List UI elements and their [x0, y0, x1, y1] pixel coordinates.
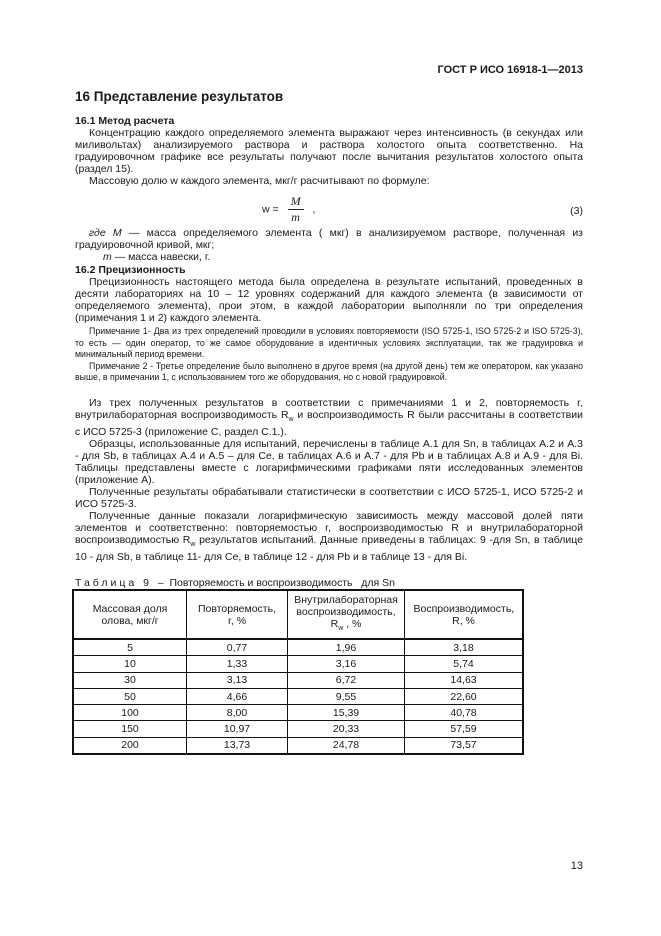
table-cell: 24,78 [288, 737, 405, 754]
paragraph-text: и воспроизводимость R были рассчитаны в соответствии с ИСО 5725-3 (приложение С, раздел С.1.). [75, 409, 583, 439]
header-text: , % [343, 617, 362, 630]
table-cell: 20,33 [288, 721, 405, 737]
table-cell: 3,18 [405, 639, 524, 656]
paragraph-text: Полученные данные показали логарифмическую зависимость между массовой долей пяти элементов и соответственно: повторяемостью r, воспроизводимостью R и внутрилабораторной воспроизводимостью R [75, 510, 583, 547]
table-row [73, 639, 523, 656]
note-1: Примечание 1- Два из трех определений проводили в условиях повторяемости (ISO 5725-1, ISO 5725-2 и ISO 5725-3), то есть — один оператор, то же самое оборудование в идентичных условиях эксплуатации, так же градуировка и минимальный период времени. [75, 326, 583, 360]
table-caption [75, 577, 395, 589]
paragraph-text: Из трех полученных результатов в соответствии с примечаниями 1 и 2, повторяемость r, внутрилабораторная воспроизводимость R [75, 397, 583, 421]
table-cell: 14,63 [405, 672, 524, 688]
paragraph [75, 276, 583, 324]
table-cell: 0,77 [187, 639, 288, 656]
formula [262, 194, 315, 225]
def-M: — масса определяемого элемента ( мкг) в анализируемом растворе, полученная из градуировочной кривой, мкг; [75, 227, 583, 251]
table-cell: 5,74 [405, 656, 524, 672]
table-row [73, 672, 523, 688]
subscript: w [288, 416, 294, 424]
subscript: w [338, 625, 344, 633]
table-cell: 57,59 [405, 721, 524, 737]
table-cell: 40,78 [405, 705, 524, 721]
table-cell: 100 [73, 705, 187, 721]
table-cell: 1,96 [288, 639, 405, 656]
table-row [73, 737, 523, 754]
formula-lhs: w = [262, 203, 279, 216]
equation-number: (3) [570, 205, 583, 217]
denominator: m [291, 210, 300, 224]
table-cell: 4,66 [187, 688, 288, 704]
standard-header: ГОСТ Р ИСО 16918-1—2013 [437, 64, 583, 76]
paragraph-text: Концентрацию каждого определяемого элемента выражают через интенсивность (в секундах или миливольтах) анализируемого раствора и раствора холостого опыта соответственно. На градуировочном графике все результаты получают после вычитания результатов холостого опыта (раздел 15). [75, 127, 583, 175]
paragraph-text: Прецизионность настоящего метода была определена в результате испытаний, проведенных в десяти лабораториях на 10 – 12 уровнях содержаний для каждого элемента (в зависимости от определяемого элемента), прои этом, в каждой лаборатории выполняли по три определения (примечания 1 и 2) каждого элемента. [75, 276, 583, 324]
header-text: Воспроизводимость, R, % [413, 602, 515, 627]
table-cell: 9,55 [288, 688, 405, 704]
header-text: Массовая доля олова, мкг/г [92, 602, 168, 627]
subscript: w [190, 541, 196, 549]
table-cell: 10 [73, 656, 187, 672]
header-cell [405, 590, 524, 639]
table-row [73, 656, 523, 672]
paragraphs [75, 397, 583, 563]
table-cell: 150 [73, 721, 187, 737]
table-row [73, 688, 523, 704]
subsection-title-16-1: 16.1 Метод расчета [75, 115, 175, 127]
var-M: где M [89, 227, 122, 239]
page-number: 13 [570, 860, 583, 872]
table-cell: 50 [73, 688, 187, 704]
header-cell [73, 590, 187, 639]
table-row [73, 721, 523, 737]
table-cell: 30 [73, 672, 187, 688]
note-2: Примечание 2 - Третье определение было выполнено в другое время (на другой день) тем же оператором, как указано выше, в примечании 1, с использованием того же оборудования, но с новой градуировкой. [75, 360, 583, 383]
formula-tail: , [312, 203, 316, 216]
caption-dash: – [151, 577, 170, 589]
header-cell [187, 590, 288, 639]
notes [75, 326, 583, 384]
table-cell: 73,57 [405, 737, 524, 754]
table-cell: 6,72 [288, 672, 405, 688]
table-cell: 8,00 [187, 705, 288, 721]
paragraph-text: Массовую долю w каждого элемента, мкг/г расчитывают по формуле: [89, 175, 430, 187]
table-cell: 5 [73, 639, 187, 656]
header-cell: Внутрилабораторная воспроизводимость, $R_w$ , % [288, 590, 405, 639]
where-definitions [75, 227, 583, 263]
header-text: Внутрилабораторная воспроизводимость, [294, 593, 398, 618]
caption-text: Повторяемость и воспроизводимость для Sn [169, 577, 395, 589]
table-cell: 22,60 [405, 688, 524, 704]
section-title: 16 Представление результатов [75, 89, 284, 104]
table-cell: 3,13 [187, 672, 288, 688]
header-text: Повторяемость, r, % [197, 602, 277, 627]
def-m: — масса навески, г. [111, 251, 211, 263]
fraction [288, 194, 304, 225]
paragraph-text: Полученные результаты обрабатывали статистически в соответствии с ИСО 5725-1, ИСО 5725-2 и ИСО 5725-3. [75, 486, 583, 511]
table-cell: 15,39 [288, 705, 405, 721]
table-cell: 3,16 [288, 656, 405, 672]
caption-label: Таблица 9 [75, 577, 152, 589]
subsection-title-16-2: 16.2 Прецизионность [75, 264, 186, 276]
paragraph-text: Образцы, использованные для испытаний, перечислены в таблице А.1 для Sn, в таблицах А.2 и А.3 - для Sb, в таблицах А.4 и А.5 – для Ce, в таблицах А.6 и А.7 - для Pb и в таблицах А.8 и А.9 - для Bi. Таблицы представлены вместе с логарифмическими графиками пяти исследованных элементов (приложение А). [75, 438, 583, 487]
table-cell: 10,97 [187, 721, 288, 737]
table-row [73, 705, 523, 721]
table-cell: 200 [73, 737, 187, 754]
table-cell: 1,33 [187, 656, 288, 672]
numerator: M [288, 194, 304, 210]
table-cell: 13,73 [187, 737, 288, 754]
paragraph [75, 127, 583, 187]
paragraph-text: результатов испытаний. Данные приведены в таблицах: 9 -для Sn, в таблице 10 - для Sb, в таблице 11- для Ce, в таблице 12 - для Pb и в таблице 13 - для Bi. [75, 534, 583, 564]
var-m: m [103, 251, 112, 263]
precision-table [72, 589, 524, 755]
